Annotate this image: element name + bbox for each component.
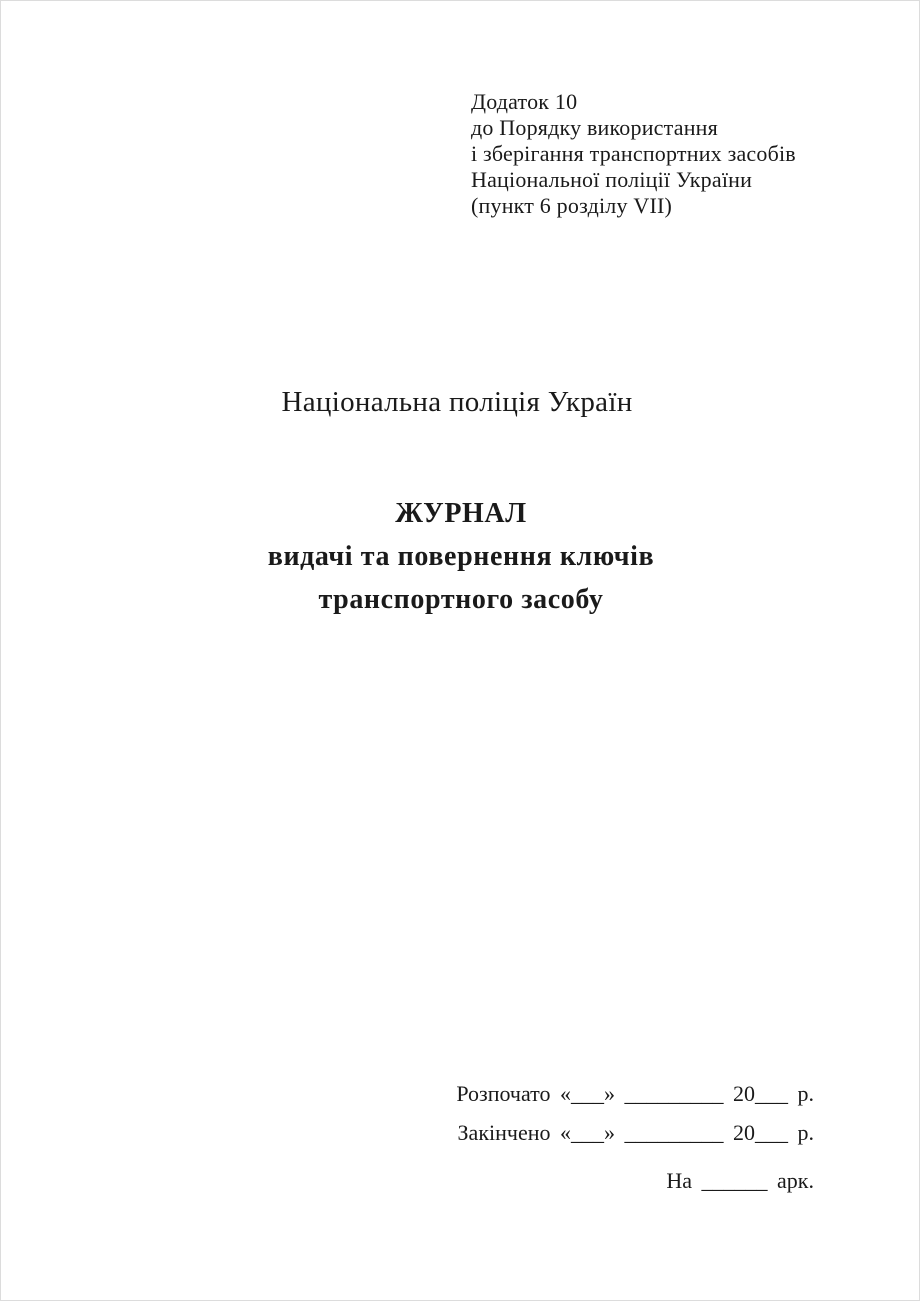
appendix-reference-block — [471, 89, 851, 219]
started-date-line: Розпочато «___» _________ 20___ р. — [456, 1081, 814, 1106]
finished-date-line: Закінчено «___» _________ 20___ р. — [457, 1120, 814, 1145]
appendix-line: до Порядку використання — [471, 115, 718, 140]
appendix-line: Національної поліції України — [471, 167, 753, 192]
title-line-journal: ЖУРНАЛ — [395, 498, 527, 529]
title-line-subject: видачі та повернення ключів — [267, 541, 655, 572]
appendix-line: і зберігання транспортних засобів — [471, 141, 796, 166]
appendix-line: (пункт 6 розділу VII) — [471, 193, 673, 218]
sheets-count-line: На ______ арк. — [666, 1168, 814, 1193]
title-line-object: транспортного засобу — [318, 584, 604, 615]
organization-name: Національна поліція Україн — [281, 386, 633, 418]
appendix-line: Додаток 10 — [471, 89, 578, 114]
footer-dates-block — [456, 1074, 814, 1200]
document-title — [1, 492, 920, 621]
